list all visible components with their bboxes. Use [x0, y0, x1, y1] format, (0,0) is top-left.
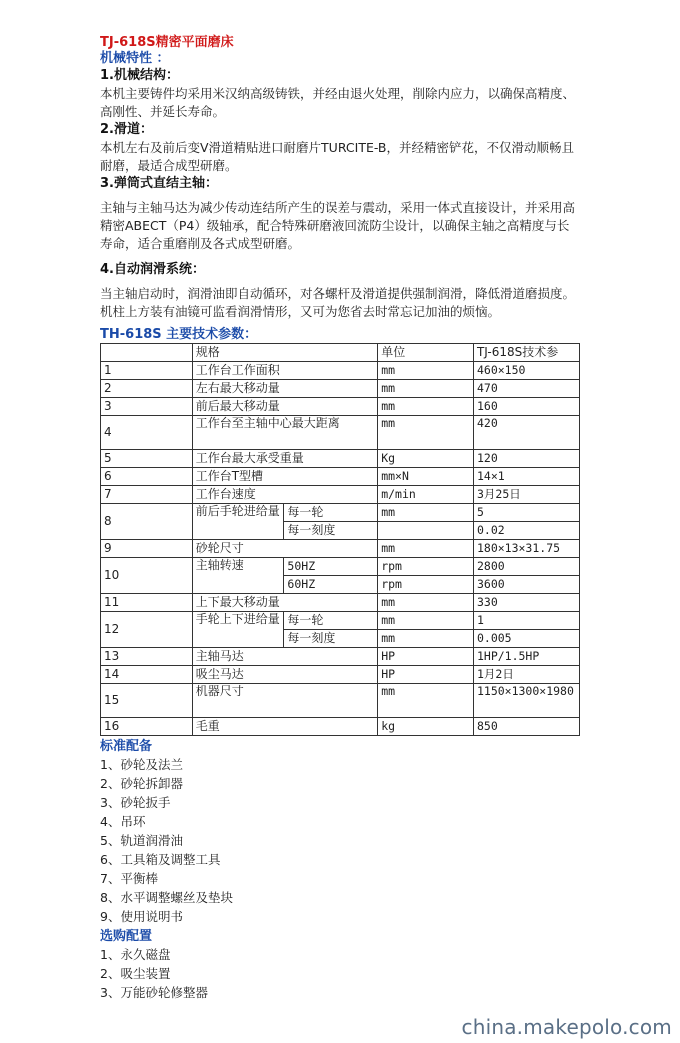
section-heading-lubrication: 4.自动润滑系统： — [100, 262, 205, 277]
row-no: 9 — [101, 540, 193, 558]
section-text-structure: 本机主要铸件均采用米汉纳高级铸铁，并经由退火处理，削除内应力，以确保高精度、高刚性、并延长寿命。 — [100, 86, 576, 119]
row-unit: mm — [378, 684, 474, 718]
table-row — [101, 468, 580, 486]
row-name: 工作台T型槽 — [192, 468, 377, 486]
row-unit: kg — [378, 718, 474, 736]
list-item: 7、平衡棒 — [100, 871, 158, 886]
row-no: 12 — [101, 612, 193, 648]
list-item: 4、吊环 — [100, 814, 146, 829]
table-header-row — [101, 344, 580, 362]
document-body — [100, 34, 580, 1002]
list-item: 8、水平调整螺丝及垫块 — [100, 890, 233, 905]
row-unit: mm — [378, 380, 474, 398]
row-no: 13 — [101, 648, 193, 666]
list-item: 5、轨道润滑油 — [100, 833, 183, 848]
row-value: 330 — [473, 594, 579, 612]
row-no: 1 — [101, 362, 193, 380]
row-no: 3 — [101, 398, 193, 416]
row-value: 470 — [473, 380, 579, 398]
row-name: 前后手轮进给量 — [192, 504, 284, 540]
row-name: 工作台最大承受重量 — [192, 450, 377, 468]
row-value: 1月2日 — [473, 666, 579, 684]
row-unit: mm — [378, 416, 474, 450]
row-unit: Kg — [378, 450, 474, 468]
row-value: 0.005 — [473, 630, 579, 648]
list-item: 2、吸尘装置 — [100, 966, 171, 981]
row-value: 180×13×31.75 — [473, 540, 579, 558]
row-unit — [378, 522, 474, 540]
row-name: 工作台工作面积 — [192, 362, 377, 380]
section-heading-slideway: 2.滑道： — [100, 122, 153, 137]
row-value: 0.02 — [473, 522, 579, 540]
row-value: 850 — [473, 718, 579, 736]
row-value: 1150×1300×1980 — [473, 684, 579, 718]
row-name: 手轮上下进给量 — [192, 612, 284, 648]
header-unit: 单位 — [378, 344, 474, 362]
features-heading: 机械特性 ： — [100, 51, 170, 66]
row-unit: mm — [378, 630, 474, 648]
section-text-spindle: 主轴与主轴马达为减少传动连结所产生的误差与震动，采用一体式直接设计，并采用高精密ABECT（P4）级轴承，配合特殊研磨液回流防尘设计，以确保主轴之高精度与长寿命，适合重磨削及各式成型研磨。 — [100, 200, 576, 251]
row-unit: mm — [378, 362, 474, 380]
row-name: 工作台至主轴中心最大距离 — [192, 416, 377, 450]
row-sub: 每一轮 — [284, 504, 378, 522]
row-name: 砂轮尺寸 — [192, 540, 377, 558]
row-name: 前后最大移动量 — [192, 398, 377, 416]
section-text-lubrication: 当主轴启动时，润滑油即自动循环，对各螺杆及滑道提供强制润滑，降低滑道磨损度。机柱上方装有油镜可监看润滑情形，又可为您省去时常忘记加油的烦恼。 — [100, 286, 576, 319]
row-value: 120 — [473, 450, 579, 468]
table-row — [101, 648, 580, 666]
row-value: 160 — [473, 398, 579, 416]
row-unit: rpm — [378, 576, 474, 594]
row-name: 工作台速度 — [192, 486, 377, 504]
row-name: 吸尘马达 — [192, 666, 377, 684]
table-row — [101, 380, 580, 398]
row-value: 1 — [473, 612, 579, 630]
table-row — [101, 450, 580, 468]
header-no — [101, 344, 193, 362]
table-row — [101, 666, 580, 684]
row-unit: mm — [378, 612, 474, 630]
list-item: 3、万能砂轮修整器 — [100, 985, 208, 1000]
row-value: 460×150 — [473, 362, 579, 380]
row-name: 上下最大移动量 — [192, 594, 377, 612]
row-unit: mm — [378, 594, 474, 612]
row-name: 主轴马达 — [192, 648, 377, 666]
row-unit: mm×N — [378, 468, 474, 486]
standard-equipment-heading: 标准配备 — [100, 739, 153, 754]
spec-table — [100, 343, 580, 736]
watermark: china.makepolo.com — [461, 1015, 672, 1039]
row-no: 2 — [101, 380, 193, 398]
row-value: 420 — [473, 416, 579, 450]
row-sub: 60HZ — [284, 576, 378, 594]
row-unit: m/min — [378, 486, 474, 504]
row-unit: mm — [378, 398, 474, 416]
row-no: 8 — [101, 504, 193, 540]
table-row — [101, 504, 580, 522]
list-item: 1、永久磁盘 — [100, 947, 171, 962]
list-item: 9、使用说明书 — [100, 909, 183, 924]
table-row — [101, 558, 580, 576]
row-name: 主轴转速 — [192, 558, 284, 594]
optional-equipment-heading: 选购配置 — [100, 929, 153, 944]
specs-title: TH-618S 主要技术参数： — [100, 327, 258, 342]
table-row — [101, 594, 580, 612]
table-row — [101, 540, 580, 558]
row-value: 5 — [473, 504, 579, 522]
row-no: 15 — [101, 684, 193, 718]
row-no: 4 — [101, 416, 193, 450]
table-row — [101, 684, 580, 718]
header-spec: 规格 — [192, 344, 377, 362]
optional-equipment-list — [100, 945, 580, 1002]
row-sub: 每一轮 — [284, 612, 378, 630]
row-sub: 每一刻度 — [284, 630, 378, 648]
header-value: TJ-618S技术参 — [473, 344, 579, 362]
table-row — [101, 486, 580, 504]
row-no: 6 — [101, 468, 193, 486]
list-item: 1、砂轮及法兰 — [100, 757, 183, 772]
row-unit: rpm — [378, 558, 474, 576]
row-no: 5 — [101, 450, 193, 468]
row-value: 2800 — [473, 558, 579, 576]
table-row — [101, 416, 580, 450]
table-row — [101, 362, 580, 380]
list-item: 2、砂轮拆卸器 — [100, 776, 183, 791]
row-sub: 每一刻度 — [284, 522, 378, 540]
row-unit: HP — [378, 666, 474, 684]
row-no: 16 — [101, 718, 193, 736]
row-value: 3月25日 — [473, 486, 579, 504]
row-unit: mm — [378, 504, 474, 522]
row-name: 毛重 — [192, 718, 377, 736]
row-name: 左右最大移动量 — [192, 380, 377, 398]
list-item: 6、工具箱及调整工具 — [100, 852, 221, 867]
row-unit: HP — [378, 648, 474, 666]
section-heading-spindle: 3.弹筒式直结主轴： — [100, 176, 218, 191]
row-value: 14×1 — [473, 468, 579, 486]
section-text-slideway: 本机左右及前后变V滑道精贴进口耐磨片TURCITE-B，并经精密铲花，不仅滑动顺畅且耐磨，最适合成型研磨。 — [100, 140, 574, 173]
standard-equipment-list — [100, 755, 580, 926]
row-no: 14 — [101, 666, 193, 684]
row-no: 7 — [101, 486, 193, 504]
table-row — [101, 612, 580, 630]
row-name: 机器尺寸 — [192, 684, 377, 718]
table-row — [101, 718, 580, 736]
section-heading-structure: 1.机械结构： — [100, 68, 179, 83]
table-row — [101, 398, 580, 416]
row-value: 1HP/1.5HP — [473, 648, 579, 666]
row-no: 10 — [101, 558, 193, 594]
row-no: 11 — [101, 594, 193, 612]
list-item: 3、砂轮扳手 — [100, 795, 171, 810]
page-title: TJ-618S精密平面磨床 — [100, 35, 234, 50]
row-unit: mm — [378, 540, 474, 558]
row-sub: 50HZ — [284, 558, 378, 576]
row-value: 3600 — [473, 576, 579, 594]
